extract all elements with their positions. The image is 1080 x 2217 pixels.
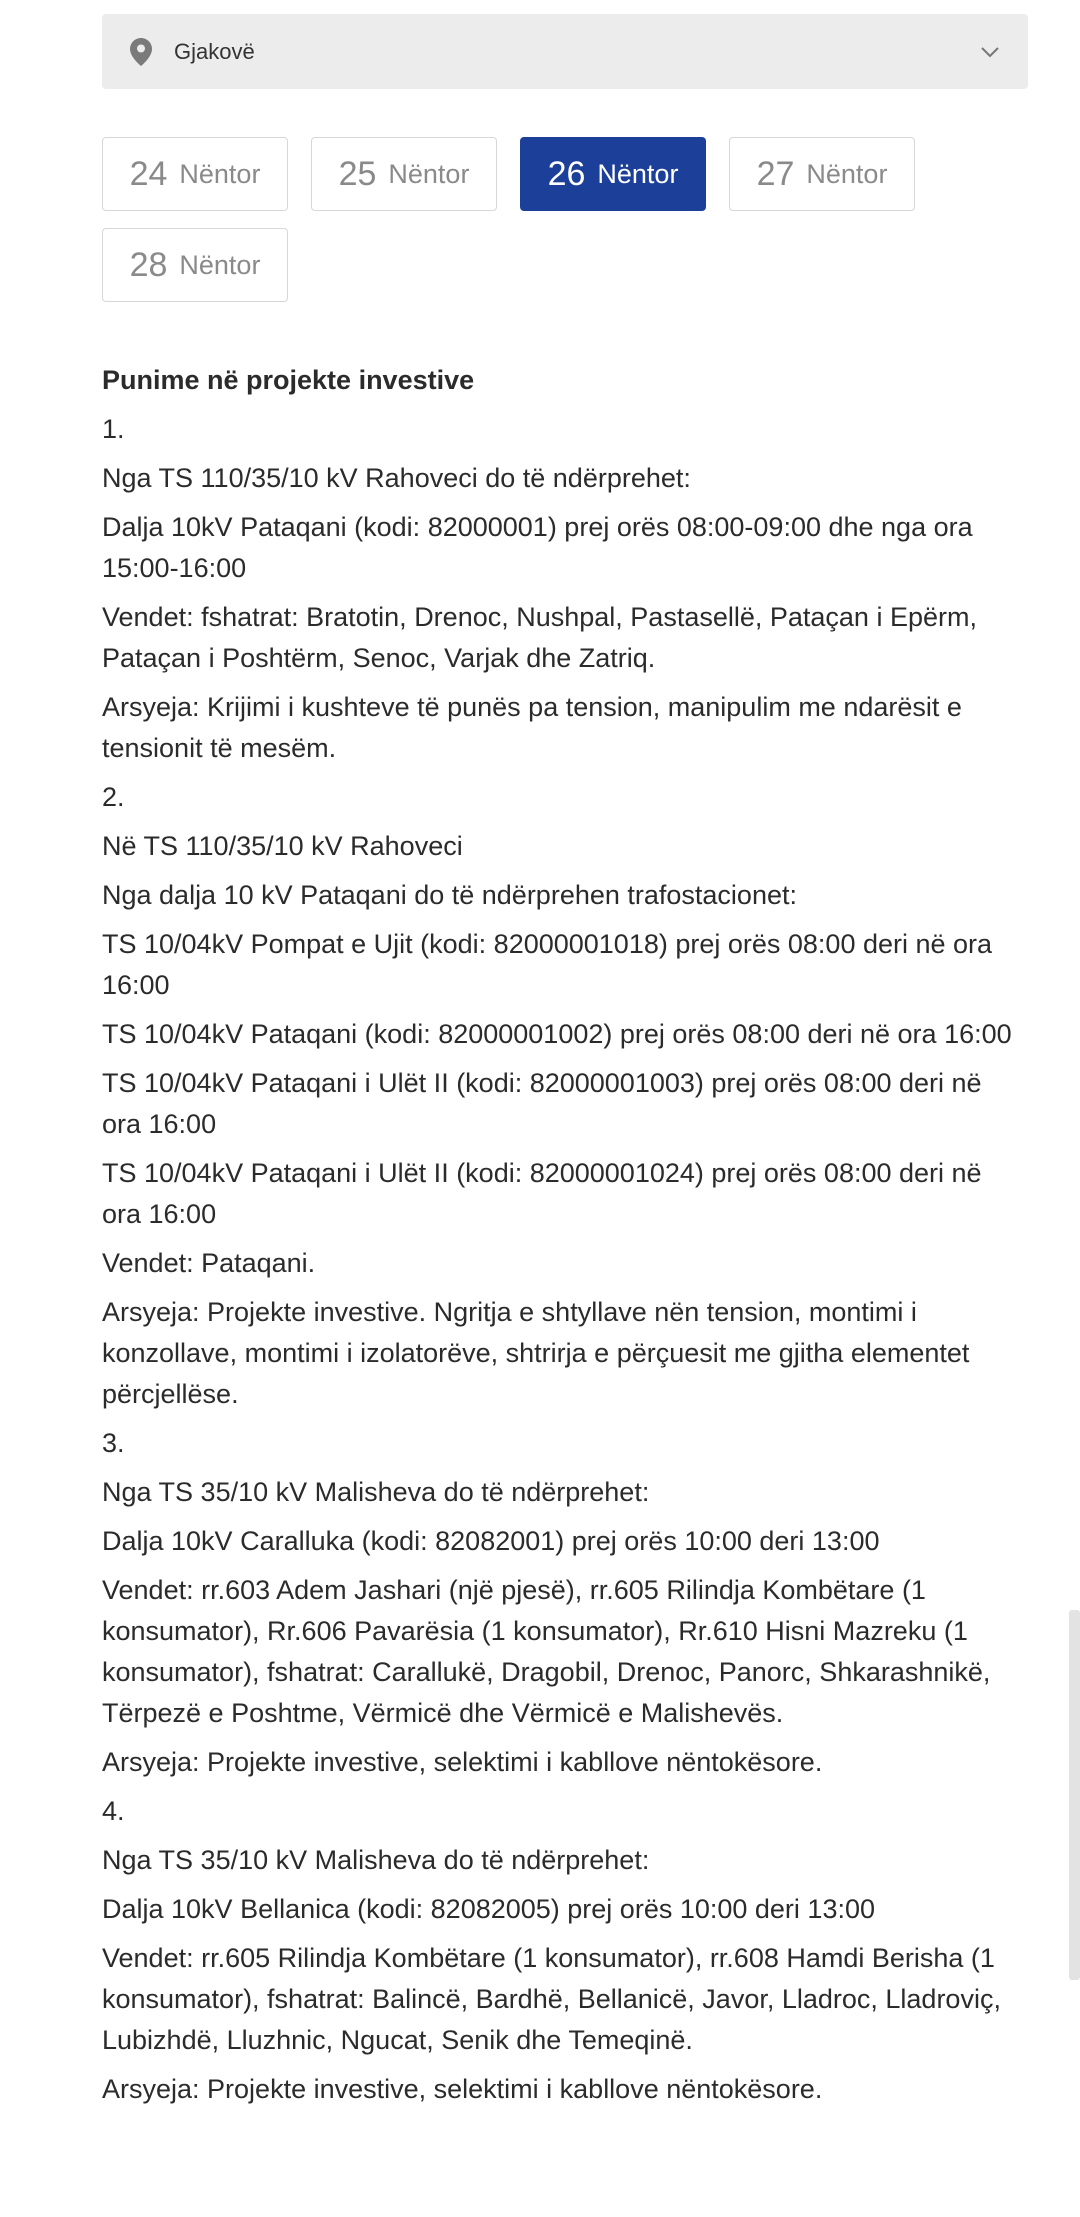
- notice-line: Në TS 110/35/10 kV Rahoveci: [102, 831, 463, 861]
- date-day: 26: [547, 154, 586, 193]
- date-button-24[interactable]: [102, 137, 288, 211]
- notice-line: Vendet: rr.605 Rilindja Kombëtare (1 konsumator), rr.608 Hamdi Berisha (1 konsumator), fshatrat: Balincë, Bardhë, Bellanicë, Javor, Lladroc, Lladroviç, Lubizhdë, Lluzhnic, Ngucat, Senik dhe Temeqinë.: [102, 1943, 1001, 2055]
- location-selected-value: Gjakovë: [174, 38, 255, 64]
- scrollbar[interactable]: [1069, 1610, 1080, 1980]
- location-pin-icon: [128, 37, 154, 67]
- location-select[interactable]: [102, 14, 1028, 89]
- date-day: 25: [338, 154, 377, 193]
- page-content: [102, 14, 1028, 2118]
- date-button-28[interactable]: [102, 228, 288, 302]
- date-day: 27: [756, 154, 795, 193]
- notice-line: Vendet: fshatrat: Bratotin, Drenoc, Nushpal, Pastasellë, Pataçan i Epërm, Pataçan i Poshtërm, Senoc, Varjak dhe Zatriq.: [102, 602, 977, 673]
- date-day: 24: [129, 154, 168, 193]
- notice-line: Arsyeja: Projekte investive, selektimi i kabllove nëntokësore.: [102, 2074, 823, 2104]
- notice-line: Nga TS 35/10 kV Malisheva do të ndërprehet:: [102, 1845, 650, 1875]
- notice-line: TS 10/04kV Pompat e Ujit (kodi: 82000001018) prej orës 08:00 deri në ora 16:00: [102, 929, 993, 1000]
- notice-line: Vendet: rr.603 Adem Jashari (një pjesë), rr.605 Rilindja Kombëtare (1 konsumator), Rr.606 Pavarësia (1 konsumator), Rr.610 Hisni Mazreku (1 konsumator), fshatrat: Carallukë, Dragobil, Drenoc, Panorc, Shkarashnikë, Tërpezë e Poshtme, Vërmicë dhe Vërmicë e Malishevës.: [102, 1575, 991, 1728]
- date-month: Nëntor: [179, 249, 261, 280]
- date-month: Nëntor: [597, 158, 679, 189]
- notice-line: 2.: [102, 782, 125, 812]
- date-button-26-selected[interactable]: [520, 137, 706, 211]
- notice-line: Vendet: Pataqani.: [102, 1248, 316, 1278]
- notice-line: Nga TS 110/35/10 kV Rahoveci do të ndërprehet:: [102, 463, 691, 493]
- notice-line: Nga TS 35/10 kV Malisheva do të ndërprehet:: [102, 1477, 650, 1507]
- date-month: Nëntor: [179, 158, 261, 189]
- date-month: Nëntor: [388, 158, 470, 189]
- date-day: 28: [129, 245, 168, 284]
- notice-line: Arsyeja: Projekte investive. Ngritja e shtyllave nën tension, montimi i konzollave, montimi i izolatorëve, shtrirja e përçuesit me gjitha elementet përcjellëse.: [102, 1297, 970, 1409]
- notice-line: Nga dalja 10 kV Pataqani do të ndërprehen trafostacionet:: [102, 880, 797, 910]
- date-selector: [102, 137, 1028, 302]
- notice-line: 3.: [102, 1428, 125, 1458]
- notice-line: 1.: [102, 414, 125, 444]
- notice-line: Arsyeja: Krijimi i kushteve të punës pa tension, manipulim me ndarësit e tensionit të mesëm.: [102, 692, 962, 763]
- notice-line: TS 10/04kV Pataqani i Ulët II (kodi: 82000001003) prej orës 08:00 deri në ora 16:00: [102, 1068, 982, 1139]
- notice-line: 4.: [102, 1796, 125, 1826]
- notice-line: TS 10/04kV Pataqani (kodi: 82000001002) prej orës 08:00 deri në ora 16:00: [102, 1019, 1012, 1049]
- notice-line: Dalja 10kV Caralluka (kodi: 82082001) prej orës 10:00 deri 13:00: [102, 1526, 880, 1556]
- notice-heading: Punime në projekte investive: [102, 365, 475, 395]
- notice-line: Dalja 10kV Pataqani (kodi: 82000001) prej orës 08:00-09:00 dhe nga ora 15:00-16:00: [102, 512, 973, 583]
- date-button-27[interactable]: [729, 137, 915, 211]
- notice-line: Dalja 10kV Bellanica (kodi: 82082005) prej orës 10:00 deri 13:00: [102, 1894, 875, 1924]
- date-month: Nëntor: [806, 158, 888, 189]
- chevron-down-icon: [978, 40, 1002, 64]
- outage-notice: [102, 360, 1028, 2110]
- date-button-25[interactable]: [311, 137, 497, 211]
- notice-line: Arsyeja: Projekte investive, selektimi i kabllove nëntokësore.: [102, 1747, 823, 1777]
- notice-line: TS 10/04kV Pataqani i Ulët II (kodi: 82000001024) prej orës 08:00 deri në ora 16:00: [102, 1158, 982, 1229]
